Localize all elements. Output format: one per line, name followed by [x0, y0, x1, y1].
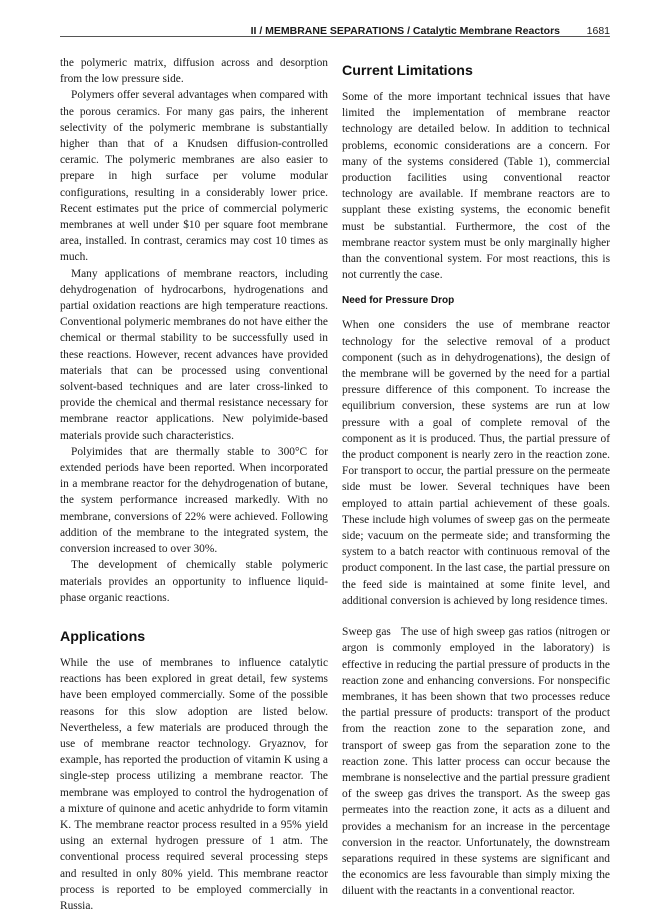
paragraph-text: The use of high sweep gas ratios (nitrogen or argon is commonly employed in the laboratory) is effective in reducing the partial pressure of products in the reaction zone and enhancing conversions. For nonspecific membranes, it has been shown that two processes reduce the partial pressure of products: transport of the product from the reaction zone to the separation zone, and transport of sweep gas from the separation zone to the reaction zone. This latter process can occur because the membrane is nonselective and the partial pressure gradient of the sweep gas drives the transport. As the sweep gas permeates into the reaction zone, it acts as a diluent and provides a mechanism for an increase in the percentage conversion in the reactor. Unfortunately, the downstream separations required in these systems are significant and the economics are less favourable than simply mixing the diluent with the reactants in a conventional reactor.: [342, 626, 610, 898]
paragraph: The development of chemically stable polymeric materials provides an opportunity to influence liquid-phase organic reactions.: [60, 559, 328, 604]
paragraph: Some of the more important technical issues that have limited the implementation of membrane reactor technology are detailed below. In addition to technical problems, economic considerations are a concern. For many of the systems considered (Table 1), commercial production facilities using conventional reactor technology are available. If membrane reactors are to supplant these existing systems, the economic benefit must be substantial. Furthermore, the cost of the membrane reactor system must be only marginally higher than the conventional system. For most reactions, this is not currently the case.: [342, 91, 610, 282]
section-heading-applications: Applications: [60, 628, 146, 645]
running-header-title: II / MEMBRANE SEPARATIONS / Catalytic Membrane Reactors: [250, 25, 560, 37]
right-column: [342, 55, 610, 900]
paragraph: Many applications of membrane reactors, including dehydrogenation of hydrocarbons, hydrogenations and partial oxidation reactions are high temperature reactions. Conventional polymeric membranes do not have either the chemical or thermal stability to be successfully used in these reactions. However, recent advances have provided materials that can be processed using conventional solvent-based techniques and are later cross-linked to provide the chemical and thermal resistance necessary for membrane reactor applications. New polyimide-based materials provide such characteristics.: [60, 267, 328, 442]
running-header: [60, 0, 610, 37]
paragraph-sweep-gas: [342, 624, 610, 899]
subsection-heading-pressure-drop: Need for Pressure Drop: [342, 295, 455, 307]
paragraph: the polymeric matrix, diffusion across and desorption from the low pressure side.: [60, 57, 328, 86]
page-number: 1681: [586, 25, 610, 37]
paragraph: Polyimides that are thermally stable to 300°C for extended periods have been reported. When incorporated in a membrane reactor for the dehydrogenation of butane, the system performance increased markedly. With no membrane, conversions of 22% were achieved. Following addition of the membrane to the integrated system, the conversion increased to over 30%.: [60, 445, 328, 556]
paragraph: While the use of membranes to influence catalytic reactions has been explored in great detail, few systems have been employed commercially. Some of the possible reasons for this slow adoption are listed below. Nevertheless, a few materials are produced through the use of membrane reactor technology. Gryaznov, for example, has reported the production of vitamin K using a single-step process utilizing a membrane reactor. The membrane was employed to control the hydrogenation of a mixture of quinone and acetic anhydride to form vitamin K. The membrane reactor process resulted in a 95% yield using an external hydrogen pressure of 1 atm. The conventional process required several processing steps and resulted in only 80% yield. This membrane reactor process is reported to be employed commercially in Russia.: [60, 656, 328, 912]
paragraph: Polymers offer several advantages when compared with the porous ceramics. For many gas pairs, the inherent selectivity of the polymeric membrane is substantially higher than that of a Knudsen diffusion-controlled ceramic. The polymeric membranes are also easier to prepare in high surface per volume modular configurations, resulting in a considerably lower price. Recent estimates put the price of commercial polymeric membranes at well under $10 per square foot membrane area, installed. In contrast, ceramics may cost 10 times as much.: [60, 89, 328, 264]
run-in-heading-sweep-gas: Sweep gas: [342, 626, 391, 639]
left-column: [60, 55, 328, 914]
section-heading-current-limitations: Current Limitations: [342, 63, 473, 79]
paragraph: When one considers the use of membrane reactor technology for the selective removal of a product component (such as in dehydrogenations), the design of the membrane will be governed by the need for a partial pressure difference of this component. To increase the equilibrium conversion, these systems are run at low pressure with a goal of complete removal of the component as it is produced. Thus, the partial pressure of the product component is nearly zero in the reaction zone. For transport to occur, the partial pressure on the permeate side must be lower. Several techniques have been employed to attain partial achievement of these goals. These include high volumes of sweep gas on the permeate side; vacuum on the permeate side; and transforming the system to a batch reactor with continuous removal of the product component. In the last case, the partial pressure on the feed side is maintained at some finite level, and additional conversion is achieved by long residence times.: [342, 319, 610, 607]
